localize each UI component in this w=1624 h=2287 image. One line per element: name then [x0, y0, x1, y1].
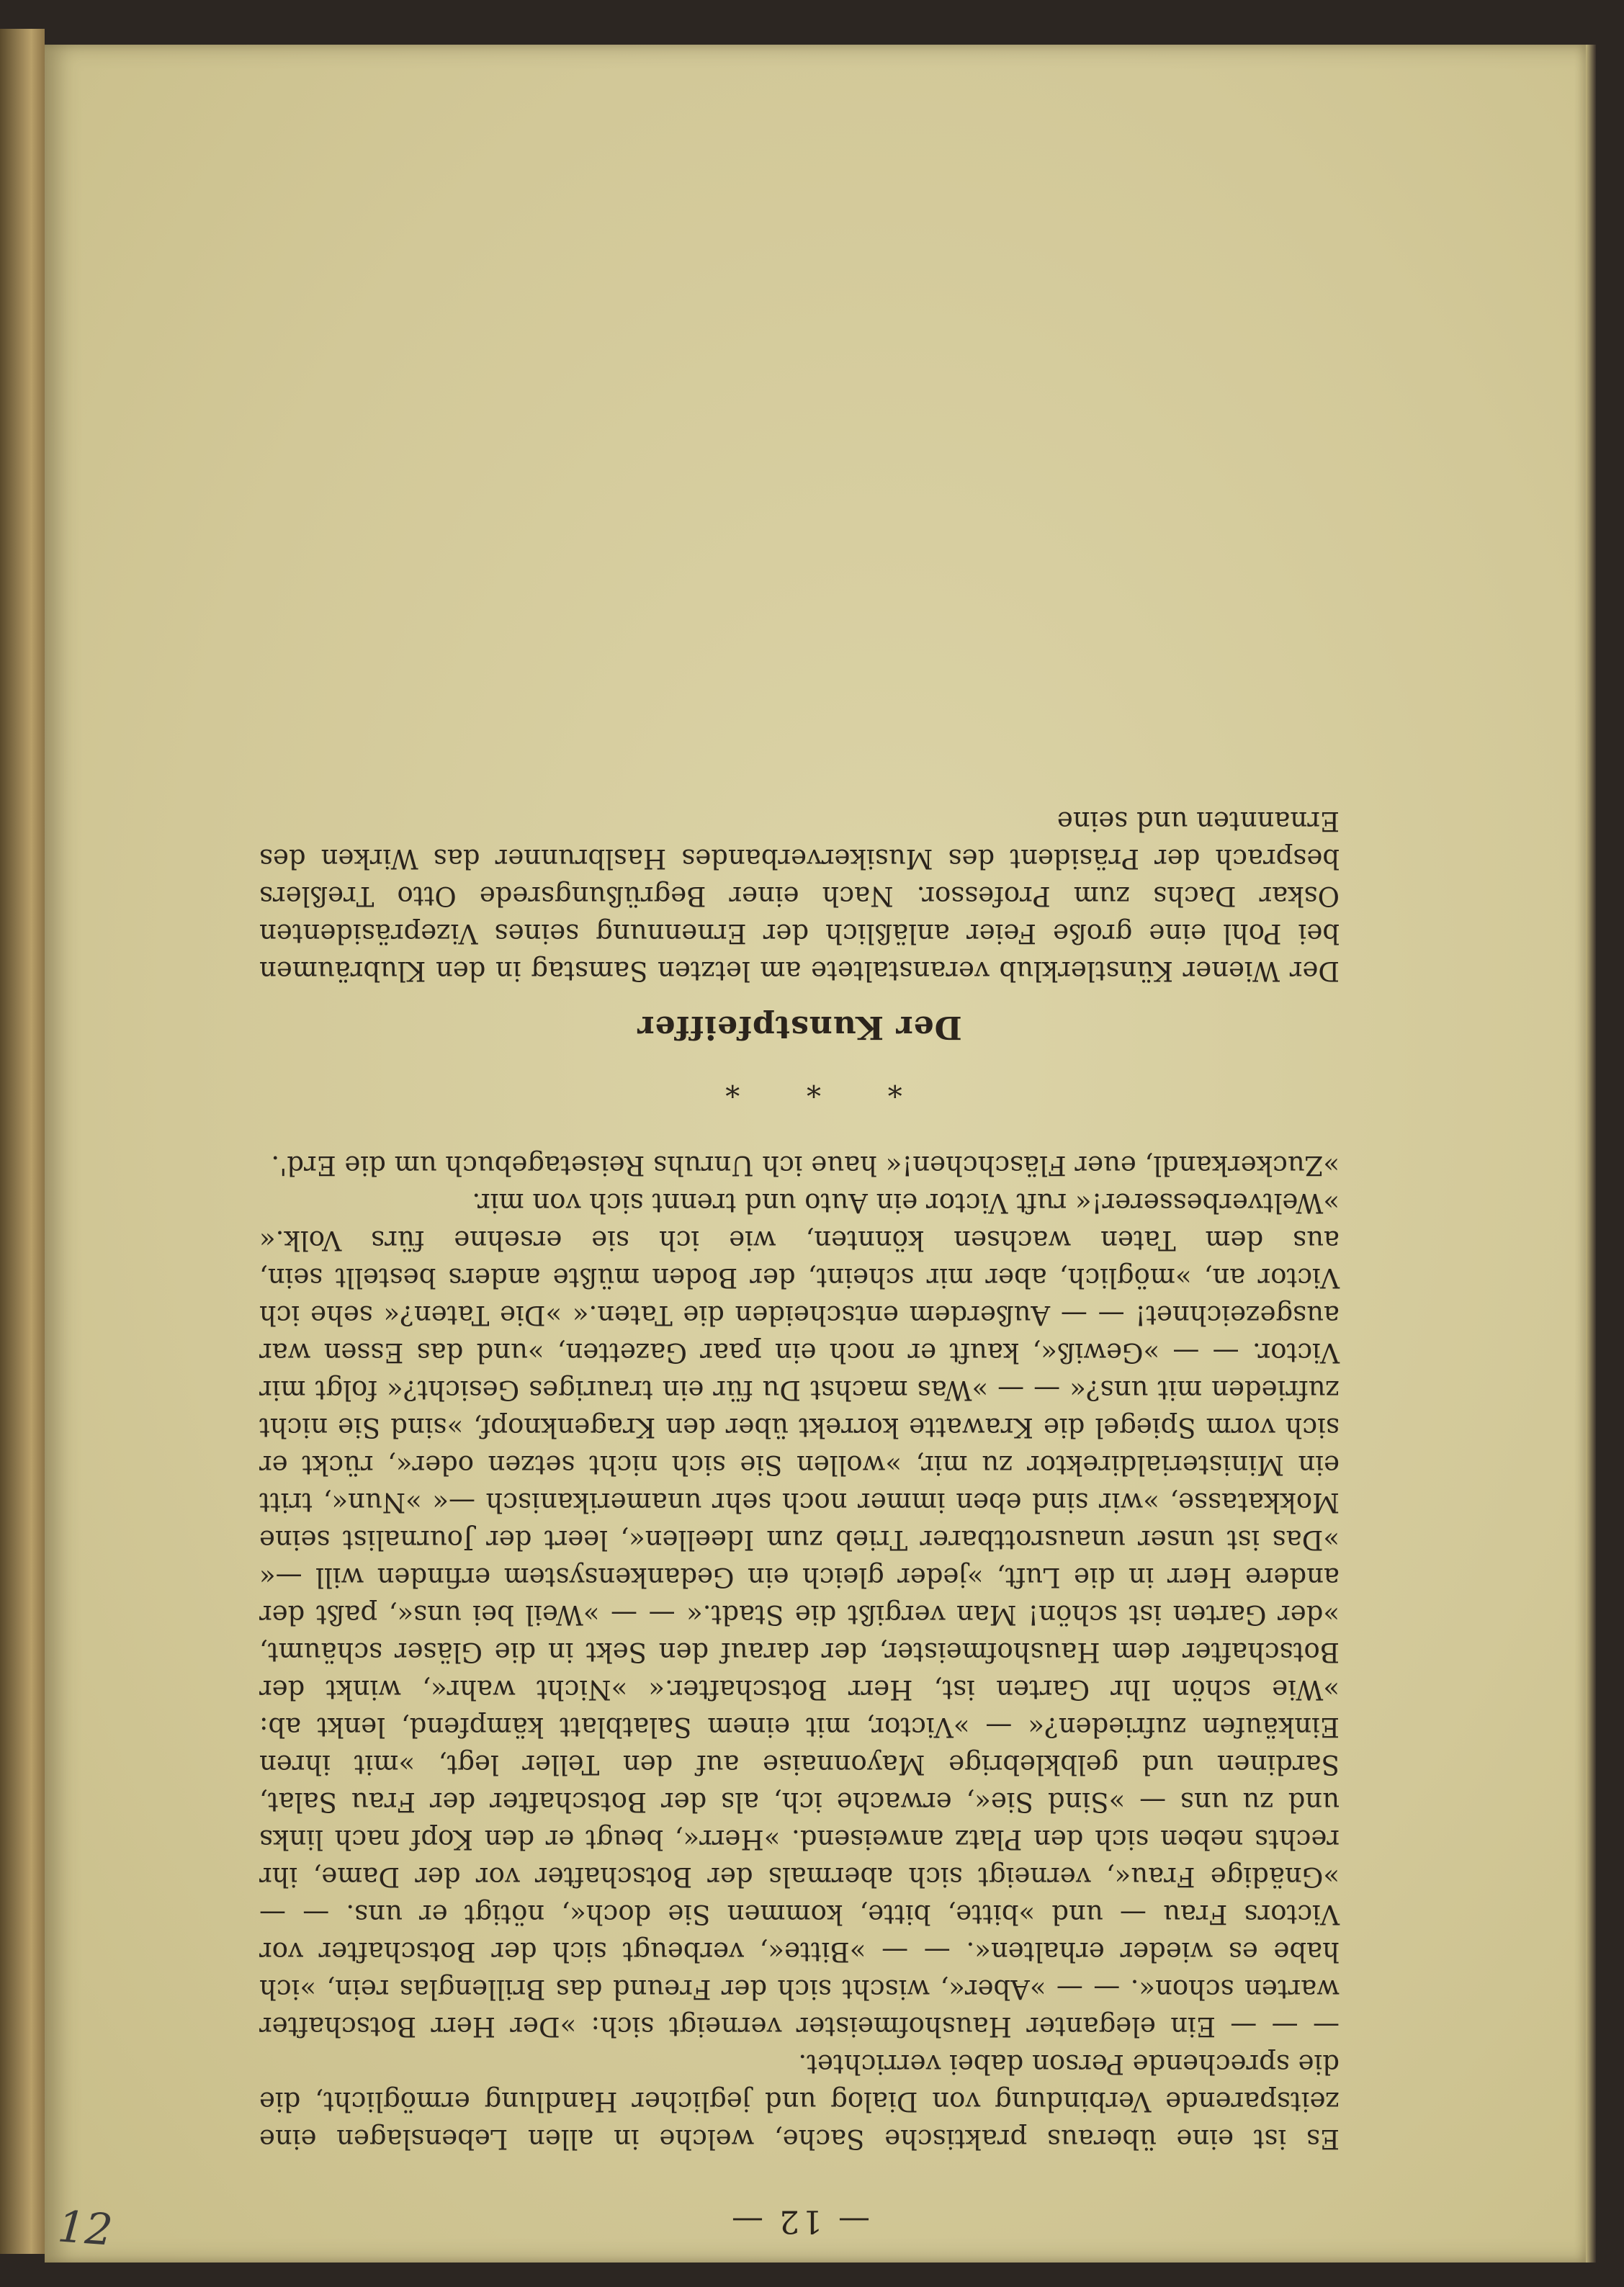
handwritten-folio-number: 12: [55, 2201, 115, 2256]
article-paragraph-2: — — — Ein eleganter Haushofmeister verneigt sich: »Der Herr Botschafter warten schon«. — — »Aber«, wischt sich der Freund das Brillenglas rein, »ich habe es wieder erhalten«. — — »Bitte«, verbeugt sich der Botschafter vor Victors Frau — und »bitte, bitte, kommen Sie doch«, nötigt er uns. — — »Gnädige Frau«, verneigt sich abermals der Botschafter vor der Dame, ihr rechts neben sich den Platz anweisend. »Herr«, beugt er den Kopf nach links und zu uns — »Sind Sie«, erwache ich, als der Botschafter der Frau Salat, Sardinen und gelbklebrige Mayonnaise auf den Teller legt, »mit ihren Einkäufen zufrieden?« — »Victor, mit einem Salatblatt kämpfend, lenkt ab: »Wie schön Ihr Garten ist, Herr Botschafter.« »Nicht wahr«, winkt der Botschafter dem Haushofmeister, der darauf den Sekt in die Gläser schäumt, »der Garten ist schön! Man vergißt die Stadt.« — — »Weil bei uns«, paßt der andere Herr in die Luft, »jeder gleich ein Gedankensystem erfinden will —« »Das ist unser unausrottbarer Trieb zum Ideellen«, leert der Journalist seine Mokkatasse, »wir sind eben immer noch sehr unamerikanisch —« »Nun«, tritt ein Ministerialdirektor zu mir, »wollen Sie sich nicht setzen oder«, rückt er sich vorm Spiegel die Krawatte korrekt über den Kragenknopf, »sind Sie nicht zufrieden mit uns?« — — »Was machst Du für ein trauriges Gesicht?« folgt mir Victor. — — »Gewiß«, kauft er noch ein paar Gazetten, »und das Essen war ausgezeichnet! — — Außerdem entscheiden die Taten.« »Die Taten?« sehe ich Victor an, »möglich, aber mir scheint, der Boden müßte anders bestellt sein, aus dem Taten wachsen könnten, wie ich sie ersehne fürs Volk.« »Weltverbesserer!« ruft Victor ein Auto und trennt sich von mir.: [259, 1187, 1340, 2042]
article-heading: Der Kunstpfeiffer: [637, 1009, 962, 1046]
page-right-edge: [1586, 45, 1596, 2263]
article-paragraph-3: »Zuckerkandl, euer Fläschchen!« haue ich Unruhs Reisetagebuch um die Erd'.: [271, 1150, 1340, 1181]
article-paragraph-1: Es ist eine überaus praktische Sache, welche in allen Lebenslagen eine zeitsparende Verbindung von Dialog und jeglicher Handlung ermöglicht, die die sprechende Person dabei verrichtet.: [259, 2049, 1340, 2155]
section-divider: * * *: [696, 1069, 902, 1102]
printed-text-block: [259, 310, 1340, 2239]
facing-page-edge: [0, 29, 45, 2254]
second-article-paragraph: Der Wiener Künstlerklub veranstaltete am letzten Samstag in den Klubräumen bei Pohl eine große Feier anläßlich der Ernennung seines Vizepräsidenten Oskar Dachs zum Professor. Nach einer Begrüßungsrede Otto Treßlers besprach der Präsident des Musikerverbandes Haslbrunner das Wirken des Ernannten und seine: [259, 806, 1340, 987]
page-number: — 12 —: [729, 2203, 870, 2239]
second-article-body: [259, 802, 1340, 989]
article-body: [259, 1146, 1340, 2157]
